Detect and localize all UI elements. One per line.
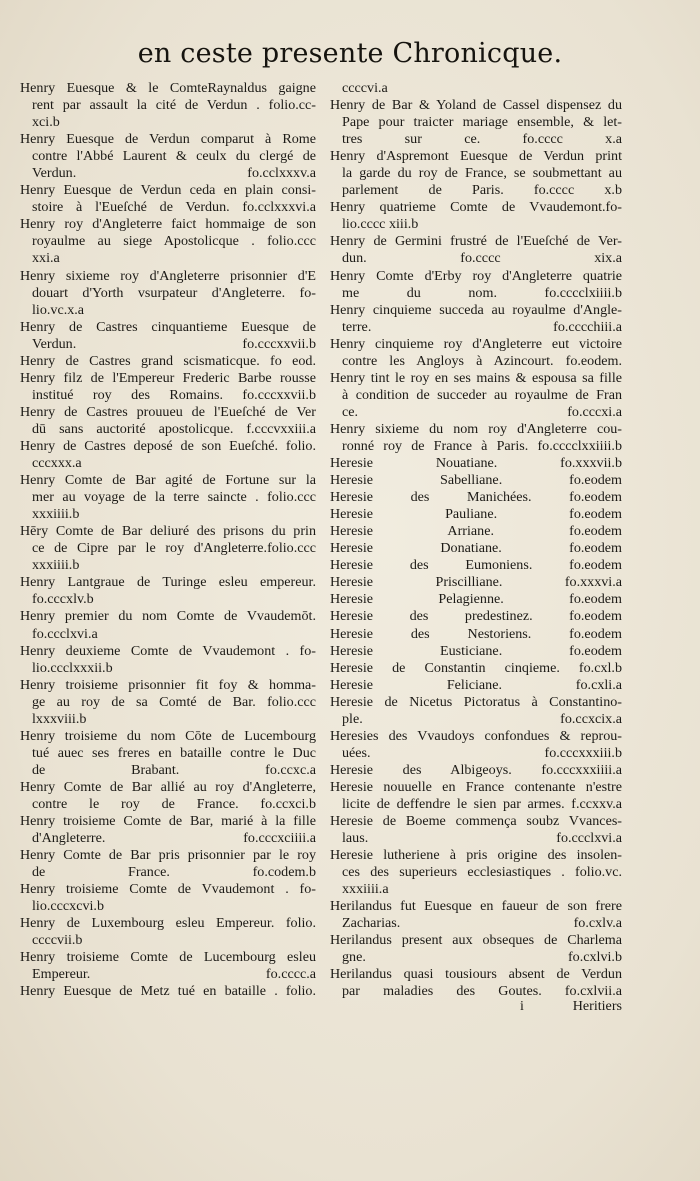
- index-line: Heresie des predestinez. fo.eodem: [330, 608, 622, 625]
- index-line: Henry cinquieme roy d'Angleterre eut victoire: [330, 335, 622, 352]
- index-line: par maladies des Goutes. fo.cxlvii.a: [342, 983, 622, 1000]
- index-line: stoire à l'Eueſché de Verdun. fo.cclxxxvi.a: [32, 199, 316, 216]
- index-line: Henry de Luxembourg esleu Empereur. folio.: [20, 915, 316, 932]
- index-line: Heresie Pelagienne. fo.eodem: [330, 591, 622, 608]
- index-line: parlement de Paris. fo.cccc x.b: [342, 182, 622, 199]
- index-line: contre les Angloys à Azincourt. fo.eodem.: [342, 352, 622, 369]
- index-line: ge au roy de sa Comté de Bar. folio.ccc: [32, 693, 316, 710]
- index-line: Heresie Donatiane. fo.eodem: [330, 540, 622, 557]
- index-line: lio.vc.x.a: [32, 301, 85, 318]
- index-line: Henry premier du nom Comte de Vvaudemōt.: [20, 608, 316, 625]
- index-line: terre. fo.cccchiii.a: [342, 318, 622, 335]
- index-line: fo.ccclxvi.a: [32, 625, 98, 642]
- index-line: Henry cinquieme succeda au royaulme d'Angle-: [330, 301, 622, 318]
- index-line: xci.b: [32, 114, 60, 131]
- index-line: Henry troisieme Comte de Vvaudemont . fo-: [20, 881, 316, 898]
- index-line: Henry d'Aspremont Euesque de Verdun print: [330, 148, 622, 165]
- index-line: Heresie de Constantin cinqieme. fo.cxl.b: [330, 659, 622, 676]
- index-line: cccxxx.a: [32, 455, 82, 472]
- index-line: Heresie Feliciane. fo.cxli.a: [330, 676, 622, 693]
- index-line: Heresie Pauliane. fo.eodem: [330, 506, 622, 523]
- index-line: Herilandus present aux obseques de Charlema: [330, 932, 622, 949]
- index-line: lio.cccc xiii.b: [342, 216, 419, 233]
- index-line: Henry sixieme roy d'Angleterre prisonnier d'E: [20, 267, 316, 284]
- index-line: ces des superieurs ecclesiastiques . folio.vc.: [342, 864, 622, 881]
- catchword: Heritiers: [572, 998, 622, 1014]
- index-line: Henry de Bar & Yoland de Cassel dispensez du: [330, 97, 622, 114]
- index-line: tué auec ses freres en bataille contre le Duc: [32, 744, 316, 761]
- index-line: contre l'Abbé Laurent & ceulx du clergé de: [32, 148, 316, 165]
- index-line: Verdun. fo.cccxxvii.b: [32, 335, 316, 352]
- index-line: Heresie de Nicetus Pictoratus à Constantino-: [330, 693, 622, 710]
- index-line: Herilandus quasi tousiours absent de Verdun: [330, 966, 622, 983]
- index-line: Heresie de Boeme commença soubz Vvances-: [330, 813, 622, 830]
- index-line: de France. fo.codem.b: [32, 864, 316, 881]
- index-line: laus. fo.ccclxvi.a: [342, 830, 622, 847]
- index-line: xxi.a: [32, 250, 60, 267]
- index-line: Henry Comte d'Erby roy d'Angleterre quatrie: [330, 267, 622, 284]
- index-line: Heresie Arriane. fo.eodem: [330, 523, 622, 540]
- index-line: Empereur. fo.cccc.a: [32, 966, 316, 983]
- index-line: Verdun. fo.cclxxxv.a: [32, 165, 316, 182]
- left-column: [20, 80, 316, 1001]
- index-line: ronné roy de France à Paris. fo.cccclxxiiii.b: [342, 437, 622, 454]
- index-line: licite de deffendre le sien par armes. f.ccxxv.a: [342, 795, 622, 812]
- index-line: Henry troisieme Comte de Bar, marié à la fille: [20, 813, 316, 830]
- index-line: Henry Euesque & le ComteRaynaldus gaigne: [20, 80, 316, 96]
- page-title: en ceste presente Chronicque.: [137, 38, 563, 69]
- index-line: Henry Comte de Bar allié au roy d'Angleterre,: [20, 778, 316, 795]
- index-line: Henry de Castres deposé de son Eueſché. folio.: [20, 437, 316, 454]
- right-column: [330, 80, 622, 1001]
- index-line: Herilandus fut Euesque en faueur de son frere: [330, 898, 622, 915]
- index-line: rent par assault la cité de Verdun . folio.cc-: [32, 97, 316, 114]
- index-line: Henry Euesque de Verdun ceda en plain consi-: [20, 182, 316, 199]
- index-line: Henry Comte de Bar pris prisonnier par le roy: [20, 847, 316, 864]
- index-line: dū sans auctorité apostolicque. f.cccvxxiii.a: [32, 420, 316, 437]
- index-line: royaulme au siege Apostolicque . folio.ccc: [32, 233, 316, 250]
- index-line: Hēry Comte de Bar deliuré des prisons du prin: [20, 523, 316, 540]
- index-line: Heresie des Manichées. fo.eodem: [330, 489, 622, 506]
- index-line: uées. fo.cccxxxiii.b: [342, 744, 622, 761]
- index-line: gne. fo.cxlvi.b: [342, 949, 622, 966]
- index-line: lxxxviii.b: [32, 710, 87, 727]
- index-line: douart d'Yorth vsurpateur d'Angleterre. fo-: [32, 284, 316, 301]
- index-line: lio.cccxcvi.b: [32, 898, 105, 915]
- index-line: dun. fo.cccc xix.a: [342, 250, 622, 267]
- index-line: contre le roy de France. fo.ccxci.b: [32, 795, 316, 812]
- index-line: Henry Lantgraue de Turinge esleu empereur.: [20, 574, 316, 591]
- index-line: d'Angleterre. fo.cccxciiii.a: [32, 830, 316, 847]
- index-line: Pape pour traicter mariage ensemble, & let-: [342, 114, 622, 131]
- index-line: Heresie Nouatiane. fo.xxxvii.b: [330, 455, 622, 472]
- index-line: Henry de Germini frustré de l'Eueſché de Ver-: [330, 233, 622, 250]
- index-line: tres sur ce. fo.cccc x.a: [342, 131, 622, 148]
- index-line: institué roy des Romains. fo.cccxxvii.b: [32, 386, 316, 403]
- index-line: Henry filz de l'Empereur Frederic Barbe rousse: [20, 369, 316, 386]
- index-line: Henry de Castres grand scismaticque. fo eod.: [20, 352, 316, 369]
- index-line: Henry Comte de Bar agité de Fortune sur la: [20, 472, 316, 489]
- index-line: Heresies des Vvaudoys confondues & reprou-: [330, 727, 622, 744]
- index-line: Henry Euesque de Metz tué en bataille . folio.: [20, 983, 316, 1000]
- index-line: Henry roy d'Angleterre faict hommaige de son: [20, 216, 316, 233]
- index-line: Heresie Eusticiane. fo.eodem: [330, 642, 622, 659]
- index-line: ccccvii.b: [32, 932, 83, 949]
- index-line: Henry de Castres prouueu de l'Eueſché de Ver: [20, 403, 316, 420]
- index-line: Henry troisieme prisonnier fit foy & homma-: [20, 676, 316, 693]
- index-line: Heresie nouuelle en France contenante n'estre: [330, 778, 622, 795]
- index-line: la garde du roy de France, se soubmettant au: [342, 165, 622, 182]
- index-line: fo.cccxlv.b: [32, 591, 94, 608]
- index-line: ce. fo.cccxi.a: [342, 403, 622, 420]
- index-line: Heresie des Albigeoys. fo.cccxxxiiii.a: [330, 761, 622, 778]
- index-line: à condition de succeder au royaulme de Fran: [342, 386, 622, 403]
- index-line: Henry de Castres cinquantieme Euesque de: [20, 318, 316, 335]
- index-line: lio.ccclxxxii.b: [32, 659, 113, 676]
- signature-mark: i: [520, 998, 524, 1014]
- index-line: Henry sixieme du nom roy d'Angleterre cou-: [330, 420, 622, 437]
- index-line: mer au voyage de la terre saincte . folio.ccc: [32, 489, 316, 506]
- index-line: Zacharias. fo.cxlv.a: [342, 915, 622, 932]
- index-line: Henry Euesque de Verdun comparut à Rome: [20, 131, 316, 148]
- index-line: xxxiiii.b: [32, 557, 80, 574]
- index-line: Henry deuxieme Comte de Vvaudemont . fo-: [20, 642, 316, 659]
- index-line: Heresie des Eumoniens. fo.eodem: [330, 557, 622, 574]
- index-line: Henry troisieme du nom Cōte de Lucembourg: [20, 727, 316, 744]
- index-line: xxxiiii.b: [32, 506, 80, 523]
- index-line: xxxiiii.a: [342, 881, 389, 898]
- index-line: Heresie Priscilliane. fo.xxxvi.a: [330, 574, 622, 591]
- index-line: Heresie des Nestoriens. fo.eodem: [330, 625, 622, 642]
- index-line: ple. fo.ccxcix.a: [342, 710, 622, 727]
- index-line: ccccvi.a: [342, 80, 388, 96]
- index-line: me du nom. fo.cccclxiiii.b: [342, 284, 622, 301]
- index-line: Henry troisieme Comte de Lucembourg esleu: [20, 949, 316, 966]
- index-line: de Brabant. fo.ccxc.a: [32, 761, 316, 778]
- index-line: Henry tint le roy en ses mains & espousa sa fille: [330, 369, 622, 386]
- index-line: ce de Cipre par le roy d'Angleterre.folio.ccc: [32, 540, 316, 557]
- index-line: Heresie Sabelliane. fo.eodem: [330, 472, 622, 489]
- index-line: Henry quatrieme Comte de Vvaudemont.fo-: [330, 199, 622, 216]
- index-line: Heresie lutheriene à pris origine des insolen-: [330, 847, 622, 864]
